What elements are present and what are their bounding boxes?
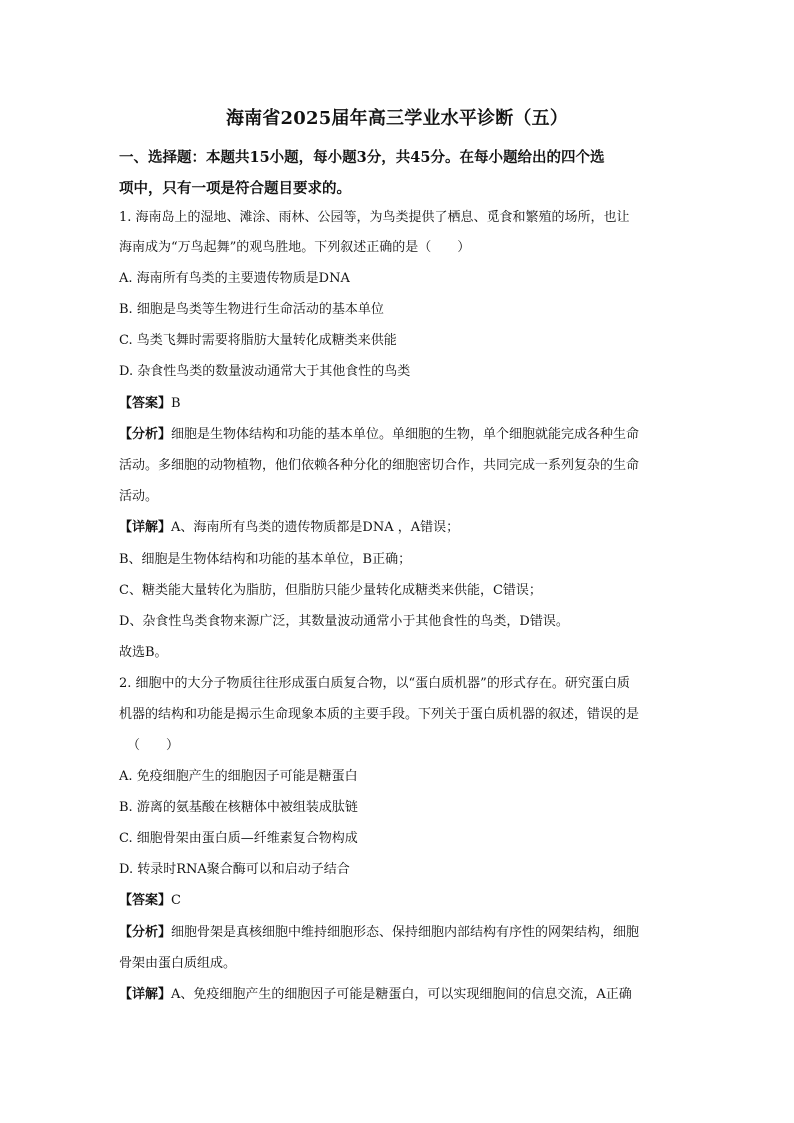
detail-tag: 【详解】: [119, 520, 172, 535]
q1-stem-line-2: 海南成为“万鸟起舞”的观鸟胜地。下列叙述正确的是（ ）: [119, 240, 471, 255]
q2-option-d: D. 转录时RNA聚合酶可以和启动子结合: [119, 862, 350, 877]
q2-option-c: C. 细胞骨架由蛋白质—纤维素复合物构成: [119, 831, 358, 846]
q1-conclusion: 故选B。: [119, 645, 168, 660]
analysis-tag: 【分析】: [119, 925, 172, 940]
q1-detail-a: [119, 519, 679, 537]
q2-answer: [119, 892, 679, 910]
answer-value: B: [171, 396, 181, 411]
q1-option-a: A. 海南所有鸟类的主要遗传物质是DNA: [119, 271, 350, 286]
q2-stem-line-3: （ ）: [127, 738, 180, 753]
detail-tag: 【详解】: [119, 987, 172, 1002]
q2-stem-line-2: 机器的结构和功能是揭示生命现象本质的主要手段。下列关于蛋白质机器的叙述，错误的是: [119, 707, 640, 722]
answer-tag: 【答案】: [119, 396, 172, 411]
answer-tag: 【答案】: [119, 893, 172, 908]
q1-detail-c: C、糖类能大量转化为脂肪，但脂肪只能少量转化成糖类来供能，C错误；: [119, 583, 542, 598]
q1-option-d: D. 杂食性鸟类的数量波动通常大于其他食性的鸟类: [119, 364, 411, 379]
analysis-tag: 【分析】: [119, 427, 172, 442]
q1-analysis-line-3: 活动。: [119, 489, 159, 504]
q2-analysis-line-2: 骨架由蛋白质组成。: [119, 956, 237, 971]
section-heading-line-2: 项中，只有一项是符合题目要求的。: [119, 180, 351, 197]
q2-option-a: A. 免疫细胞产生的细胞因子可能是糖蛋白: [119, 769, 358, 784]
section-heading-line-1: 一、选择题：本题共15小题，每小题3分，共45分。在每小题给出的四个选: [119, 149, 605, 166]
q1-detail-b: B、细胞是生物体结构和功能的基本单位，B正确；: [119, 552, 412, 567]
q1-stem-line-1: 1. 海南岛上的湿地、滩涂、雨林、公园等，为鸟类提供了栖息、觅食和繁殖的场所，也让: [119, 210, 630, 225]
analysis-text: 细胞骨架是真核细胞中维持细胞形态、保持细胞内部结构有序性的网架结构，细胞: [171, 925, 640, 940]
detail-text: A、免疫细胞产生的细胞因子可能是糖蛋白，可以实现细胞间的信息交流，A正确: [171, 987, 632, 1002]
analysis-text: 细胞是生物体结构和功能的基本单位。单细胞的生物，单个细胞就能完成各种生命: [171, 427, 640, 442]
page-title: 海南省2025届年高三学业水平诊断（五）: [225, 108, 569, 129]
q1-answer: [119, 395, 679, 413]
q2-stem-line-1: 2. 细胞中的大分子物质往往形成蛋白质复合物，以“蛋白质机器”的形式存在。研究蛋白质: [119, 676, 630, 691]
q1-analysis-line-2: 活动。多细胞的动物植物，他们依赖各种分化的细胞密切合作，共同完成一系列复杂的生命: [119, 458, 640, 473]
detail-text: A、海南所有鸟类的遗传物质都是DNA ，A错误；: [171, 520, 460, 535]
q1-option-c: C. 鸟类飞舞时需要将脂肪大量转化成糖类来供能: [119, 333, 397, 348]
q2-detail-a: [119, 986, 679, 1004]
q2-option-b: B. 游离的氨基酸在核糖体中被组装成肽链: [119, 800, 358, 815]
q1-option-b: B. 细胞是鸟类等生物进行生命活动的基本单位: [119, 302, 384, 317]
q2-analysis-line-1: [119, 924, 679, 942]
answer-value: C: [171, 893, 181, 908]
q1-detail-d: D、杂食性鸟类食物来源广泛，其数量波动通常小于其他食性的鸟类，D错误。: [119, 614, 569, 629]
q1-analysis-line-1: [119, 426, 679, 444]
